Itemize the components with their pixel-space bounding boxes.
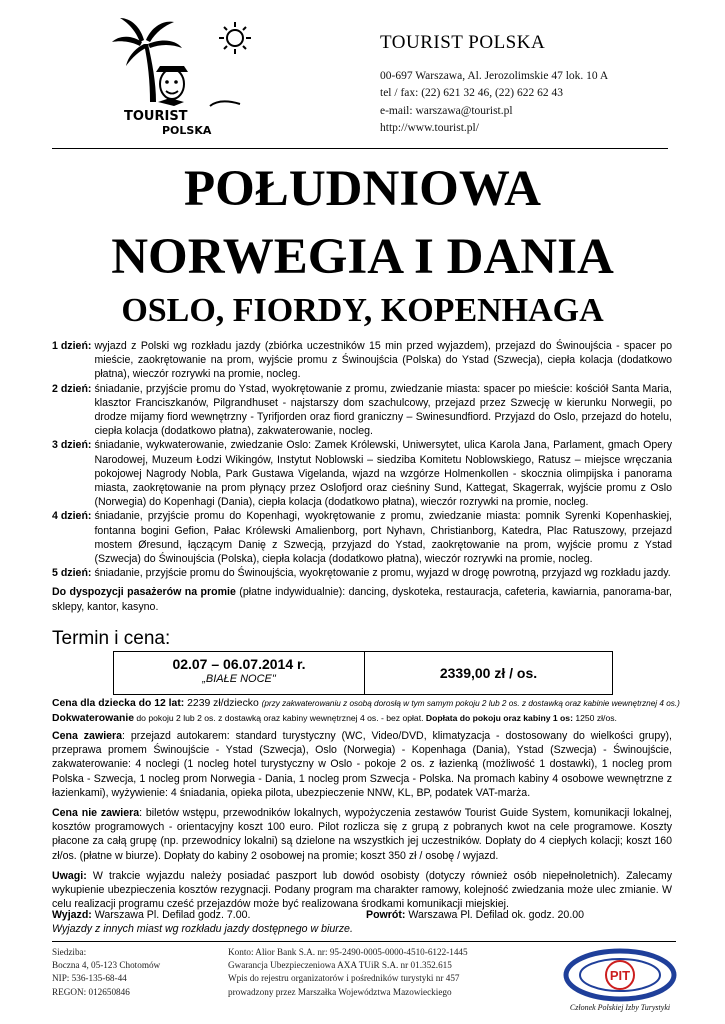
return-info (366, 909, 584, 921)
company-address: 00-697 Warszawa, Al. Jerozolimskie 47 lok. 10 A (380, 70, 609, 82)
remarks (52, 869, 672, 912)
footer-line: Gwarancja Ubezpieczeniowa AXA TUiR S.A. nr 01.352.615 (228, 960, 452, 971)
company-phone: tel / fax: (22) 621 32 46, (22) 622 62 43 (380, 87, 564, 99)
title-line-2: NORWEGIA I DANIA (111, 229, 614, 285)
day-text: śniadanie, przyjście promu do Kopenhagi, wyokrętowanie z promu, zwiedzanie miasta: pomnik Syrenki Kopenhaskiej, fontanna bogini Gefion, Pałac Królewski Amalienborg, port Nyhavn, Christianborg, Katedra, Plac Ratuszowy, przejazd mostem Øresund, łączącym Danię z Szwecją, przyjazd do Ystad, zaokrętowanie na prom, wyjście promu z Ystad (Szwecja) do Świnoujścia (Polska), ciepła kolacja (dodatkowo płatna), wieczór rozrywki na promie, nocleg. (94, 510, 672, 566)
other-cities-note: Wyjazdy z innych miast wg rozkładu jazdy dostępnego w biurze. (52, 923, 353, 935)
price-excludes (52, 806, 672, 863)
trip-price: 2339,00 zł / os. (439, 665, 538, 681)
footer-line: REGON: 012650846 (52, 986, 130, 997)
day-label: 1 dzień: (52, 340, 92, 352)
child-price-label: Cena dla dziecka do 12 lat: (52, 698, 185, 709)
company-name: TOURIST POLSKA (380, 32, 546, 53)
pit-logo (560, 945, 680, 1007)
day-label: 5 dzień: (52, 567, 92, 580)
return-text: Warszawa Pl. Defilad ok. godz. 20.00 (405, 909, 585, 921)
day-text: śniadanie, przyjście promu do Świnoujścia, wyokrętowanie z promu, wyjazd w drogę powrotną, przyjazd wg rozkładu jazdy. (94, 567, 671, 580)
extra-bed-text: do pokoju 2 lub 2 os. z dostawką oraz kabiny wewnętrznej 4 os. - bez opłat. (134, 713, 426, 723)
itinerary-day-1 (52, 339, 672, 382)
title-line-1: POŁUDNIOWA (183, 161, 542, 217)
day-label: 3 dzień: (52, 439, 92, 452)
svg-text:POLSKA: POLSKA (162, 124, 212, 137)
excludes-label: Cena nie zawiera (52, 807, 140, 820)
footer-line: Siedziba: (52, 947, 87, 957)
price-includes (52, 729, 672, 800)
itinerary (52, 339, 672, 614)
ferry-amenities-text: (płatne indywidualnie): dancing, dyskoteka, restauracja, cafeteria, kawiarnia, panorama-bar, sklepy, kantor, kasyno. (52, 586, 672, 613)
day-label: 2 dzień: (52, 382, 92, 395)
remarks-text: W trakcie wyjazdu należy posiadać paszport lub dowód osobisty (dotyczy również osób niepełnoletnich). Zalecamy wykupienie ubezpieczenia kosztów rezygnacji. Podany program ma charakter ramowy, kolejność zwiedzania może ulec zmianie. W celu realizacji programu cześć przejazdów może być realizowana środkami komunikacji miejskiej. (52, 869, 672, 911)
departure-text: Warszawa Pl. Defilad godz. 7.00. (91, 909, 251, 921)
company-email: e-mail: warszawa@tourist.pl (380, 105, 513, 117)
date-price-heading: Termin i cena: (52, 628, 171, 649)
child-price-note: (przy zakwaterowaniu z osobą dorosłą w tym samym pokoju 2 lub 2 os. z dostawką oraz kabinie wewnętrznej 4 os.) (261, 699, 680, 708)
date-price-table (113, 651, 613, 695)
footer-bank-details (228, 946, 468, 999)
trip-dates: 02.07 – 06.07.2014 r. (172, 656, 306, 672)
pit-caption: Członek Polskiej Izby Turystyki (569, 1003, 671, 1012)
extra-bed-label: Dokwaterowanie (52, 713, 134, 724)
itinerary-day-4 (52, 509, 672, 566)
departure-label: Wyjazd: (52, 909, 92, 921)
itinerary-day-5 (52, 566, 672, 580)
single-supplement-value: 1250 zł/os. (572, 713, 617, 723)
return-label: Powrót: (366, 909, 406, 921)
departure-info (52, 909, 250, 921)
day-text: wyjazd z Polski wg rozkładu jazdy (zbiórka uczestników 15 min przed wyjazdem), przejazd do Świnoujścia - spacer po mieście, zaokrętowanie na prom, wyjście promu z Świnoujścia (Polska) do Ystad (Szwecja), ciepła kolacja (dodatkowo płatna), wieczór rozrywki na promie, nocleg. (94, 340, 672, 381)
day-label: 4 dzień: (52, 510, 92, 523)
footer-line: Wpis do rejestru organizatorów i pośredników turystyki nr 457 (228, 973, 460, 984)
day-text: śniadanie, przyjście promu do Ystad, wyokrętowanie z promu, zwiedzanie miasta: spacer po mieście: kościół Santa Maria, klasztor Franciszkanów, Pilgrandhuset - najstarszy dom szachulcowy, przejazd przez Szwecję w kierunku Norwegii, po drodze mijamy fiord wewnętrzny - Tyrifjorden oraz fiord graniczny – Swinesundfiord. Przyjazd do Oslo, przejazd do hotelu, ciepła kolacja (dodatkowo płatna), zakwaterowanie, nocleg. (94, 382, 672, 438)
footer-line: Konto: Alior Bank S.A. nr: 95-2490-0005-0000-4510-6122-1445 (228, 947, 468, 957)
includes-label: Cena zawiera (52, 730, 123, 742)
footer-line: Boczna 4, 05-123 Chotomów (52, 960, 161, 971)
itinerary-day-3 (52, 438, 672, 509)
tourist-polska-logo (110, 12, 260, 137)
ferry-amenities-label: Do dyspozycji pasażerów na promie (52, 586, 236, 599)
ferry-amenities (52, 585, 672, 613)
child-price-value: 2239 zł/dziecko (184, 698, 262, 709)
trip-name: „BIAŁE NOCE" (202, 673, 276, 685)
footer-registered-office (52, 946, 160, 999)
terms-section (52, 729, 672, 917)
excludes-text: : biletów wstępu, przewodników lokalnych, wypożyczenia zestawów Tourist Guide System, komunikacji lokalnej, kosztów programowych - orientacyjny koszt 100 euro. Pilot rozlicza się z grupą z pobranych kwot na cele programowe. Koszty płacone za całą grupę (np. przewodnicy lokalni) są dzielone na wszystkich jej uczestników. Dopłaty do 4 ciepłych kolacji; koszt 160 zł/os. (płatne w biurze). Dopłaty do kabiny 2 osobowej na promie; koszt 350 zł / osobę / wyjazd. (52, 807, 672, 862)
single-supplement-label: Dopłata do pokoju oraz kabiny 1 os: (425, 713, 573, 723)
header-divider (52, 148, 668, 149)
itinerary-day-2 (52, 382, 672, 439)
company-website: http://www.tourist.pl/ (380, 122, 479, 134)
svg-text:TOURIST: TOURIST (124, 109, 188, 124)
svg-text:PIT: PIT (609, 968, 631, 983)
footer-line: NIP: 536-135-68-44 (52, 973, 127, 984)
includes-text: : przejazd autokarem: standard turystyczny (WC, Video/DVD, klimatyzacja - dostosowany do wielkości grupy), przeprawa promem Świnoujście - Ystad (Szwecja), Oslo (Norwegia) - Kopenhaga (Dania), Ystad (Szwecja) - Świnoujście, zakwaterowanie: 4 noclegi (1 nocleg hotel turystyczny w Oslo - pokoje 2 os. z łazienką (możliwość 1 dostawki), 1 nocleg prom Polska - Szwecja, 1 nocleg prom Norwegia - Dania, 1 nocleg prom Szwecja - Polska. Na promach kabiny 4 osobowe wewnętrzne z łazienkami), wyżywienie: 4 śniadania, opieka pilota, ubezpieczenie NNW, KL, BP, podatek VAT-marża. (52, 730, 672, 799)
footer-divider (52, 941, 676, 942)
remarks-label: Uwagi: (52, 869, 87, 882)
child-price-section (52, 697, 692, 726)
day-text: śniadanie, wykwaterowanie, zwiedzanie Oslo: Zamek Królewski, Uniwersytet, ulica Karola Jana, Parlament, gmach Opery Narodowej, Muzeum Łodzi Wikingów, Instytut Noblowski – siedziba Komitetu Noblowskiego, Ratusz – miejsce wręczania pokojowej Nagrody Nobla, Park Gustawa Vigelanda, wjazd na wzgórze Holmenkollen - skocznia olimpijska i panorama miasta, zaokrętowanie na prom płynący przez Oslofjord oraz cieśniny Sund, Kattegat, Skagerrak, wyjście promu z Oslo (Norwegia) do Kopenhagi (Dania), ciepła kolacja (dodatkowo płatna), wieczór rozrywki na promie, nocleg. (94, 439, 672, 509)
subtitle: OSLO, FIORDY, KOPENHAGA (121, 292, 604, 329)
footer-line: prowadzony przez Marszałka Województwa Mazowieckiego (228, 986, 452, 997)
date-cell (114, 652, 365, 694)
